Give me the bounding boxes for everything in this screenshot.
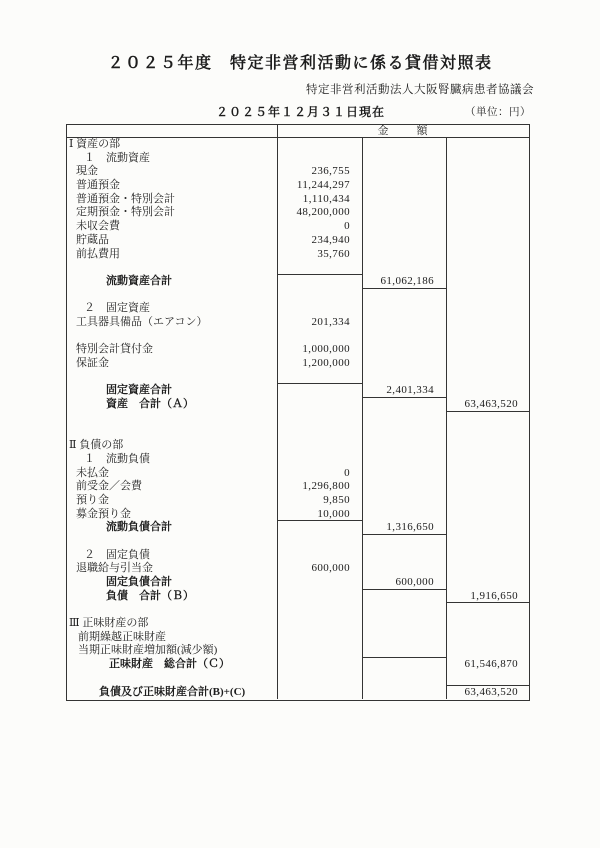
item-amount-cell xyxy=(277,138,362,152)
item-amount-cell xyxy=(277,261,362,275)
row-label: 前期繰越正味財産 xyxy=(78,630,166,643)
subtotal-amount-cell xyxy=(362,248,446,262)
total-amount-cell xyxy=(446,562,529,576)
item-amount-cell xyxy=(277,686,362,700)
item-amount-cell xyxy=(277,644,362,658)
row-label xyxy=(67,603,277,617)
total-amount-cell: 1,916,650 xyxy=(446,590,529,604)
total-amount-cell xyxy=(446,343,529,357)
page-title: ２０２５年度 特定非営利活動に係る貸借対照表 xyxy=(107,55,493,72)
subtotal-amount-cell xyxy=(362,603,446,617)
row-label: 預り金 xyxy=(76,493,109,506)
total-amount-cell xyxy=(446,425,529,439)
row-label xyxy=(67,412,277,426)
table-row xyxy=(67,617,529,631)
total-amount-cell xyxy=(446,289,529,303)
subtotal-amount-cell xyxy=(362,425,446,439)
item-amount-cell xyxy=(277,289,362,303)
subtotal-amount-cell xyxy=(362,658,446,672)
total-amount-cell xyxy=(446,412,529,426)
row-label: １ 流動資産 xyxy=(84,151,150,164)
item-amount-cell: 234,940 xyxy=(277,234,362,248)
row-label: 工具器具備品（エアコン） xyxy=(76,315,208,328)
total-amount-cell xyxy=(446,549,529,563)
subtotal-amount-cell xyxy=(362,412,446,426)
item-amount-cell: 1,110,434 xyxy=(277,193,362,207)
item-amount-cell: 11,244,297 xyxy=(277,179,362,193)
subtotal-amount-cell xyxy=(362,316,446,330)
item-amount-cell xyxy=(277,453,362,467)
total-amount-cell: 63,463,520 xyxy=(446,398,529,412)
row-label: 前払費用 xyxy=(76,247,120,260)
table-row xyxy=(67,631,529,645)
subtotal-amount-cell xyxy=(362,480,446,494)
table-row xyxy=(67,234,529,248)
row-label: 保証金 xyxy=(76,357,109,369)
item-amount-cell xyxy=(277,398,362,412)
row-label: 現金 xyxy=(76,165,98,178)
subtotal-amount-cell xyxy=(362,206,446,220)
total-amount-cell xyxy=(446,220,529,234)
row-label xyxy=(67,535,277,549)
total-amount-cell xyxy=(446,357,529,371)
subtotal-amount-cell xyxy=(362,343,446,357)
table-row xyxy=(67,275,529,289)
item-amount-cell: 48,200,000 xyxy=(277,206,362,220)
item-amount-cell: 35,760 xyxy=(277,248,362,262)
table-row xyxy=(67,480,529,494)
table-row xyxy=(67,193,529,207)
total-amount-cell xyxy=(446,138,529,152)
row-label xyxy=(67,672,277,686)
table-row xyxy=(67,453,529,467)
table-row xyxy=(67,603,529,617)
subtotal-amount-cell xyxy=(362,371,446,385)
total-amount-cell xyxy=(446,617,529,631)
item-amount-cell xyxy=(277,617,362,631)
table-row xyxy=(67,165,529,179)
row-label: 定期預金・特別会計 xyxy=(76,206,175,219)
total-amount-cell xyxy=(446,672,529,686)
subtotal-amount-cell xyxy=(362,261,446,275)
total-amount-cell xyxy=(446,152,529,166)
total-amount-cell xyxy=(446,316,529,330)
subtotal-amount-cell xyxy=(362,508,446,522)
row-label: 当期正味財産増加額(減少額) xyxy=(78,644,218,657)
item-amount-cell: 0 xyxy=(277,220,362,234)
table-row xyxy=(67,425,529,439)
subtotal-amount-cell xyxy=(362,330,446,344)
subtotal-amount-cell xyxy=(362,302,446,316)
subtotal-amount-cell: 61,062,186 xyxy=(362,275,446,289)
row-label xyxy=(67,261,277,275)
as-of-date: ２０２５年１２月３１日現在 xyxy=(216,105,386,119)
table-row xyxy=(67,672,529,686)
item-amount-cell xyxy=(277,412,362,426)
item-amount-cell xyxy=(277,535,362,549)
row-label: Ⅱ 負債の部 xyxy=(69,439,124,452)
total-amount-cell xyxy=(446,467,529,481)
row-label: 募金預り金 xyxy=(76,507,131,520)
subtotal-amount-cell: 600,000 xyxy=(362,576,446,590)
total-amount-cell xyxy=(446,302,529,316)
subtotal-amount-cell xyxy=(362,631,446,645)
subtotal-amount-cell xyxy=(362,220,446,234)
table-row xyxy=(67,152,529,166)
total-amount-cell xyxy=(446,631,529,645)
subtotal-amount-cell xyxy=(362,234,446,248)
table-row xyxy=(67,412,529,426)
table-row xyxy=(67,261,529,275)
table-row xyxy=(67,576,529,590)
item-amount-cell xyxy=(277,371,362,385)
item-amount-cell xyxy=(277,658,362,672)
currency-unit-label: （単位：円） xyxy=(465,107,531,118)
item-amount-cell: 1,000,000 xyxy=(277,343,362,357)
row-label xyxy=(67,330,277,344)
total-amount-cell xyxy=(446,521,529,535)
total-amount-cell xyxy=(446,384,529,398)
item-amount-cell: 236,755 xyxy=(277,165,362,179)
table-row xyxy=(67,357,529,371)
row-label xyxy=(67,371,277,385)
table-row xyxy=(67,562,529,576)
row-label: 資産 合計（Ａ） xyxy=(106,398,194,411)
row-label: １ 流動負債 xyxy=(84,452,150,465)
item-amount-cell: 0 xyxy=(277,467,362,481)
subtotal-amount-cell xyxy=(362,562,446,576)
table-row xyxy=(67,343,529,357)
subtotal-amount-cell xyxy=(362,617,446,631)
row-label: 普通預金・特別会計 xyxy=(76,192,175,205)
item-amount-cell xyxy=(277,439,362,453)
item-amount-cell xyxy=(277,549,362,563)
table-row xyxy=(67,220,529,234)
item-amount-cell xyxy=(277,672,362,686)
subtotal-amount-cell xyxy=(362,549,446,563)
subtotal-amount-cell xyxy=(362,494,446,508)
subtotal-amount-cell xyxy=(362,439,446,453)
total-amount-cell xyxy=(446,453,529,467)
table-row xyxy=(67,138,529,152)
subtotal-amount-cell xyxy=(362,138,446,152)
item-amount-cell: 1,296,800 xyxy=(277,480,362,494)
table-row xyxy=(67,289,529,303)
total-amount-cell xyxy=(446,234,529,248)
organization-name: 特定非営利活動法人大阪腎臓病患者協議会 xyxy=(306,84,534,96)
table-row xyxy=(67,549,529,563)
total-amount-cell xyxy=(446,248,529,262)
row-label: 未払金 xyxy=(76,466,109,479)
total-amount-cell xyxy=(446,330,529,344)
table-row xyxy=(67,439,529,453)
table-row xyxy=(67,371,529,385)
item-amount-cell xyxy=(277,631,362,645)
item-amount-cell xyxy=(277,384,362,398)
table-row xyxy=(67,206,529,220)
table-row xyxy=(67,384,529,398)
total-amount-cell xyxy=(446,603,529,617)
row-label: Ⅰ 資産の部 xyxy=(69,138,121,150)
subtotal-amount-cell xyxy=(362,289,446,303)
total-amount-cell xyxy=(446,480,529,494)
item-amount-cell: 9,850 xyxy=(277,494,362,508)
row-label: 特別会計貸付金 xyxy=(76,343,153,356)
subtotal-amount-cell: 2,401,334 xyxy=(362,384,446,398)
row-label: 固定負債合計 xyxy=(106,576,172,588)
row-label: 負債 合計（Ｂ） xyxy=(106,589,194,602)
row-label: 正味財産 総合計（Ｃ） xyxy=(109,658,230,671)
subtotal-amount-cell xyxy=(362,535,446,549)
table-row xyxy=(67,686,529,700)
total-amount-cell: 63,463,520 xyxy=(446,686,529,700)
total-amount-cell xyxy=(446,275,529,289)
balance-table-body xyxy=(67,138,529,699)
row-label: 前受金／会費 xyxy=(76,480,142,493)
table-row xyxy=(67,644,529,658)
total-amount-cell xyxy=(446,439,529,453)
table-row xyxy=(67,179,529,193)
table-row xyxy=(67,302,529,316)
subtotal-amount-cell xyxy=(362,453,446,467)
total-amount-cell xyxy=(446,494,529,508)
subtotal-amount-cell xyxy=(362,152,446,166)
table-header-row xyxy=(67,125,529,138)
table-row xyxy=(67,658,529,672)
row-label: 普通預金 xyxy=(76,179,120,192)
subtotal-amount-cell xyxy=(362,644,446,658)
subtotal-amount-cell xyxy=(362,165,446,179)
subtotal-amount-cell xyxy=(362,467,446,481)
total-amount-cell xyxy=(446,206,529,220)
total-amount-cell xyxy=(446,193,529,207)
row-label: 負債及び正味財産合計(B)+(C) xyxy=(99,685,246,698)
subtotal-amount-cell xyxy=(362,357,446,371)
total-amount-cell xyxy=(446,261,529,275)
table-row xyxy=(67,535,529,549)
total-amount-cell xyxy=(446,535,529,549)
row-label: 未収会費 xyxy=(76,220,120,233)
table-row xyxy=(67,521,529,535)
table-row xyxy=(67,398,529,412)
total-amount-cell xyxy=(446,179,529,193)
total-amount-cell xyxy=(446,644,529,658)
item-amount-cell xyxy=(277,576,362,590)
total-amount-cell xyxy=(446,371,529,385)
item-amount-cell: 1,200,000 xyxy=(277,357,362,371)
item-amount-cell: 10,000 xyxy=(277,508,362,522)
row-label: 流動資産合計 xyxy=(106,274,172,287)
row-label: 固定資産合計 xyxy=(106,384,172,397)
item-amount-cell xyxy=(277,590,362,604)
item-amount-cell xyxy=(277,425,362,439)
table-row xyxy=(67,494,529,508)
item-amount-cell xyxy=(277,152,362,166)
item-amount-cell xyxy=(277,330,362,344)
item-amount-cell xyxy=(277,275,362,289)
row-label: Ⅲ 正味財産の部 xyxy=(69,617,149,630)
table-row xyxy=(67,330,529,344)
subtotal-amount-cell xyxy=(362,179,446,193)
item-amount-cell xyxy=(277,521,362,535)
row-label: ２ 固定負債 xyxy=(84,548,150,561)
item-amount-cell xyxy=(277,302,362,316)
item-amount-cell: 201,334 xyxy=(277,316,362,330)
total-amount-cell xyxy=(446,576,529,590)
subtotal-amount-cell xyxy=(362,590,446,604)
row-label xyxy=(67,289,277,303)
total-amount-cell: 61,546,870 xyxy=(446,658,529,672)
item-amount-cell xyxy=(277,603,362,617)
row-label: 貯蔵品 xyxy=(76,233,109,246)
subtotal-amount-cell: 1,316,650 xyxy=(362,521,446,535)
subtotal-amount-cell xyxy=(362,672,446,686)
amount-column-header: 金 額 xyxy=(277,125,529,137)
subtotal-amount-cell xyxy=(362,398,446,412)
table-row xyxy=(67,590,529,604)
table-row xyxy=(67,248,529,262)
row-label xyxy=(67,425,277,439)
total-amount-cell xyxy=(446,165,529,179)
balance-sheet-table xyxy=(66,124,530,701)
item-amount-cell: 600,000 xyxy=(277,562,362,576)
row-label: ２ 固定資産 xyxy=(84,302,150,315)
row-label: 退職給与引当金 xyxy=(76,562,153,575)
table-row xyxy=(67,467,529,481)
subtotal-amount-cell xyxy=(362,686,446,700)
total-amount-cell xyxy=(446,508,529,522)
row-label: 流動負債合計 xyxy=(106,521,172,534)
table-row xyxy=(67,316,529,330)
header-label-cell xyxy=(67,125,277,137)
table-row xyxy=(67,508,529,522)
subtotal-amount-cell xyxy=(362,193,446,207)
